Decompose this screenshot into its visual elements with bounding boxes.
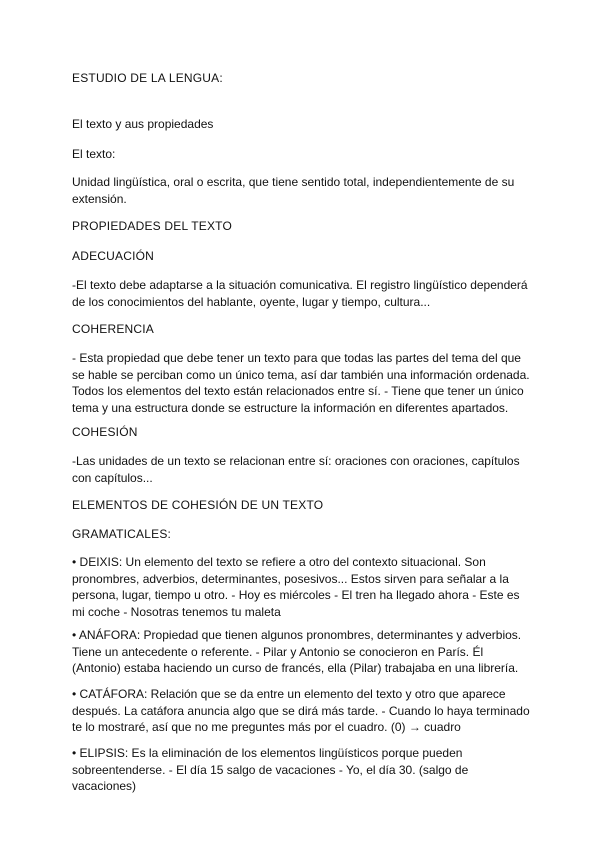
elipsis-item: • ELIPSIS: Es la eliminación de los elementos lingüísticos porque pueden sobreentenderse. - El día 15 salgo de vacaciones - Yo, el día 30. (salgo de vacaciones): [72, 746, 469, 793]
catafora-item: • CATÁFORA: Relación que se da entre un elemento del texto y otro que aparece después. La catáfora anuncia algo que se dirá más tarde. - Cuando lo haya terminado te lo mostraré, así que no me preguntes más por el cuadro. (0) → cuadro: [72, 687, 530, 734]
gramaticales-heading: GRAMATICALES:: [72, 527, 172, 541]
propiedades-heading: PROPIEDADES DEL TEXTO: [72, 219, 233, 233]
deixis-item: • DEIXIS: Un elemento del texto se refiere a otro del contexto situacional. Son pronombres, adverbios, determinantes, posesivos... Estos sirven para señalar a la persona, lugar, tiempo u otro. - Hoy es miércoles - El tren ha llegado ahora - Este es mi coche - Nosotras tenemos tu maleta: [72, 555, 520, 619]
coherencia-heading: COHERENCIA: [72, 322, 155, 336]
coherencia-paragraph: - Esta propiedad que debe tener un texto para que todas las partes del tema del que se hable se perciban como un único tema, así dar también una información ordenada. Todos los elementos del texto están relacionados entre sí. - Tiene que tener un único tema y una estructura donde se estructure la información en diferentes apartados.: [72, 351, 530, 415]
texto-definition: Unidad lingüística, oral o escrita, que tiene sentido total, independientemente de su extensión.: [72, 175, 515, 206]
document-title: ESTUDIO DE LA LENGUA:: [72, 71, 223, 85]
cohesion-heading: COHESIÓN: [72, 425, 138, 439]
elementos-heading: ELEMENTOS DE COHESIÓN DE UN TEXTO: [72, 498, 324, 512]
anafora-item: • ANÁFORA: Propiedad que tienen algunos pronombres, determinantes y adverbios. Tiene un antecedente o referente. - Pilar y Antonio se conocieron en París. Él (Antonio) estaba haciendo un curso de francés, ella (Pilar) trabajaba en una librería.: [72, 628, 522, 675]
texto-label: El texto:: [72, 147, 116, 161]
cohesion-paragraph: -Las unidades de un texto se relacionan entre sí: oraciones con oraciones, capítulos con capítulos...: [72, 454, 520, 485]
adecuacion-heading: ADECUACIÓN: [72, 249, 155, 263]
document-subtitle: El texto y aus propiedades: [72, 117, 214, 131]
adecuacion-paragraph: -El texto debe adaptarse a la situación comunicativa. El registro lingüístico dependerá de los conocimientos del hablante, oyente, lugar y tiempo, cultura...: [72, 278, 528, 309]
